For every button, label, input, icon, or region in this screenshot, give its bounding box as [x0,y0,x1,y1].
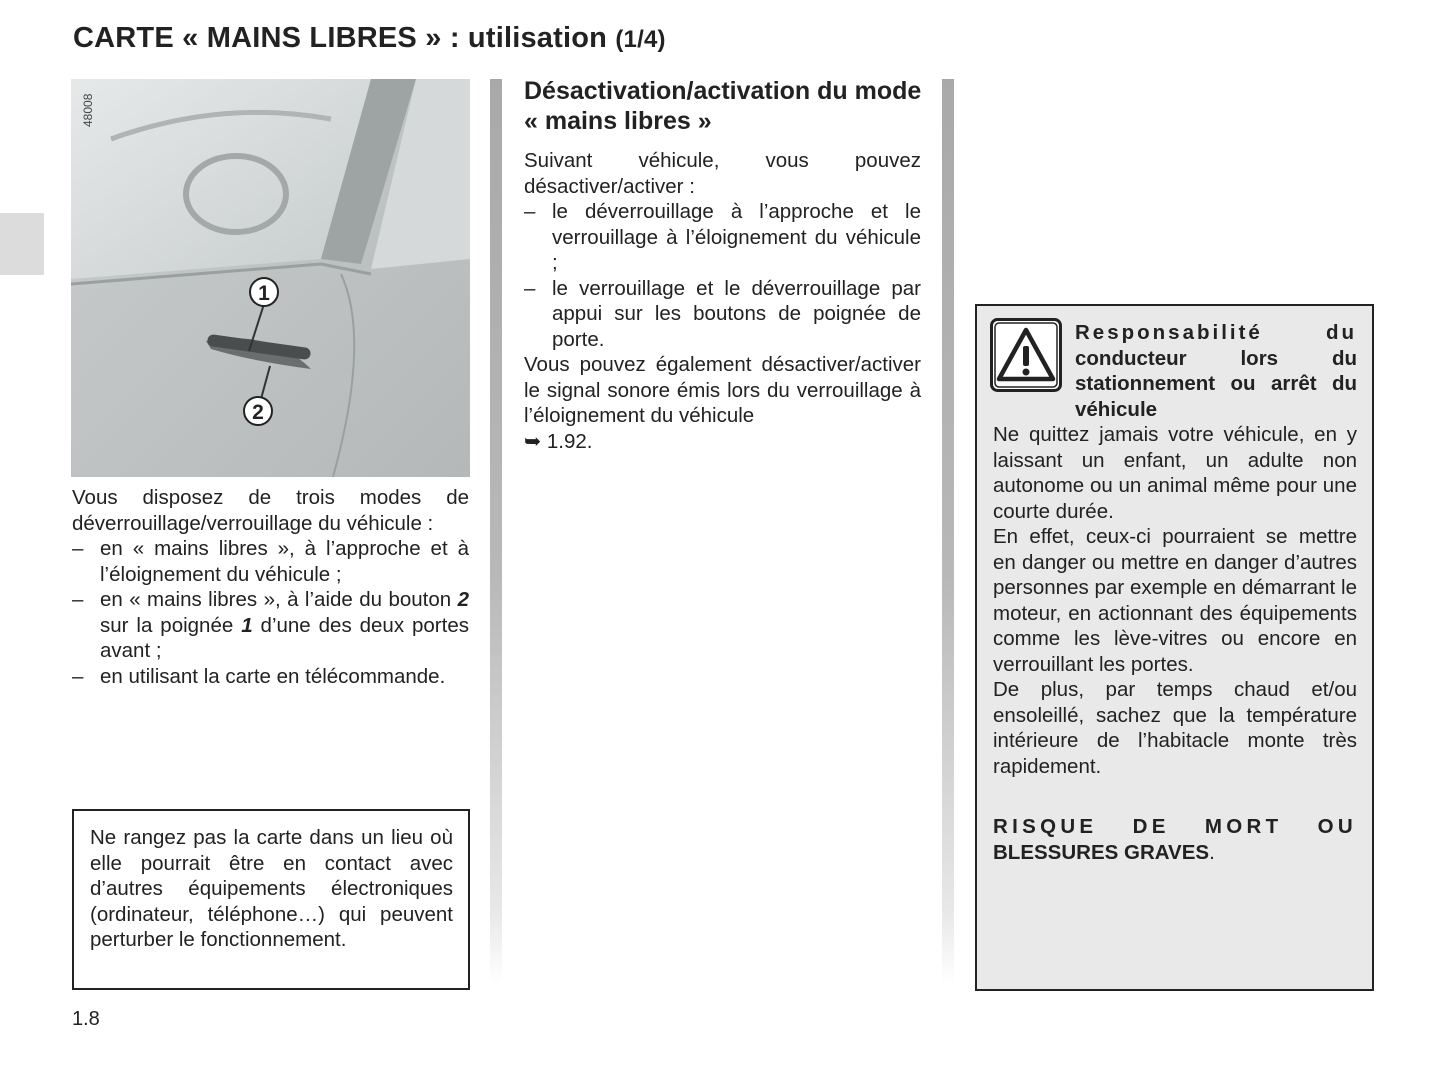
chapter-tab [0,213,44,275]
car-door-illustration [71,79,470,477]
modes-list [72,536,469,689]
warning-box [975,304,1374,991]
warning-paragraph: En effet, ceux-ci pourraient se mettre en danger ou mettre en danger d’autres personnes par exemple en démarrant le moteur, en actionnant des équipements comme les lève-vitres ou encore en verrouillant les portes. [993,525,1357,676]
list-item: – en utilisant la carte en télécommande. [72,664,469,690]
storage-note-box [72,809,470,990]
figure-reference-text: 48008 [81,93,95,127]
modes-section [72,485,469,689]
list-item [72,587,469,664]
warning-body [993,422,1357,779]
deactivation-extra [524,352,921,454]
list-item: – le verrouillage et le déverrouillage par appui sur les boutons de poignée de porte. [524,276,921,353]
page-title-main: CARTE « MAINS LIBRES » : utilisation [73,22,608,54]
list-item: – en « mains libres », à l’approche et à l’éloignement du véhicule ; [72,536,469,587]
warning-risk [993,814,1357,865]
page-reference-arrow-icon: ➥ [524,429,542,453]
list-item-text: en « mains libres », à l’aide du bouton [100,588,452,611]
column-separator [490,79,502,984]
figure-reference-number [78,89,98,129]
deactivation-extra-text: Vous pouvez également désactiver/activer le signal sonore émis lors du verrouillage à l’éloignement du véhicule [524,353,921,427]
warning-paragraph: De plus, par temps chaud et/ou ensoleillé, sachez que la température intérieure de l’habitacle monte très rapidement. [993,678,1357,778]
deactivation-list [524,199,921,352]
warning-triangle-icon [990,318,1062,392]
page-title-part: (1/4) [615,26,666,53]
warning-title-first-line: Responsabilité du [1075,321,1357,344]
modes-intro: Vous disposez de trois modes de déverrouillage/verrouillage du véhicule : [72,486,469,535]
callout-label-1: 1 [258,282,270,305]
handle-ref-1: 1 [241,613,253,637]
warning-paragraph: Ne quittez jamais votre véhicule, en y laissant un enfant, un adulte non autonome ou un animal même pour une courte durée. [993,423,1357,523]
warning-risk-period: . [1209,840,1215,864]
list-item-text: d’une des deux portes avant ; [100,613,469,662]
list-item: – le déverrouillage à l’approche et le verrouillage à l’éloignement du véhicule ; [524,199,921,276]
warning-risk-text: BLESSURES GRAVES [993,840,1210,864]
page-number: 1.8 [72,1008,100,1030]
deactivation-section [524,148,921,454]
deactivation-intro: Suivant véhicule, vous pouvez désactiver/activer : [524,149,921,198]
warning-title [1075,320,1357,422]
page-title [73,22,666,55]
button-ref-2: 2 [457,588,469,611]
storage-note-text: Ne rangez pas la carte dans un lieu où elle pourrait être en contact avec d’autres équipements électroniques (ordinateur, téléphone…) qui peuvent perturber le fonctionnement. [90,826,453,951]
list-item-text: sur la poignée [100,613,234,637]
warning-risk-line-2 [993,840,1357,866]
car-door-drawing [71,79,470,477]
callout-label-2: 2 [252,401,264,424]
warning-risk-line-1: RISQUE DE MORT OU [993,815,1357,838]
section-heading: Désactivation/activation du mode « mains libres » [524,77,922,135]
column-separator [942,79,954,984]
page-reference-link[interactable]: 1.92. [546,429,593,453]
warning-title-rest: conducteur lors du stationnement ou arrêt du véhicule [1075,346,1357,421]
